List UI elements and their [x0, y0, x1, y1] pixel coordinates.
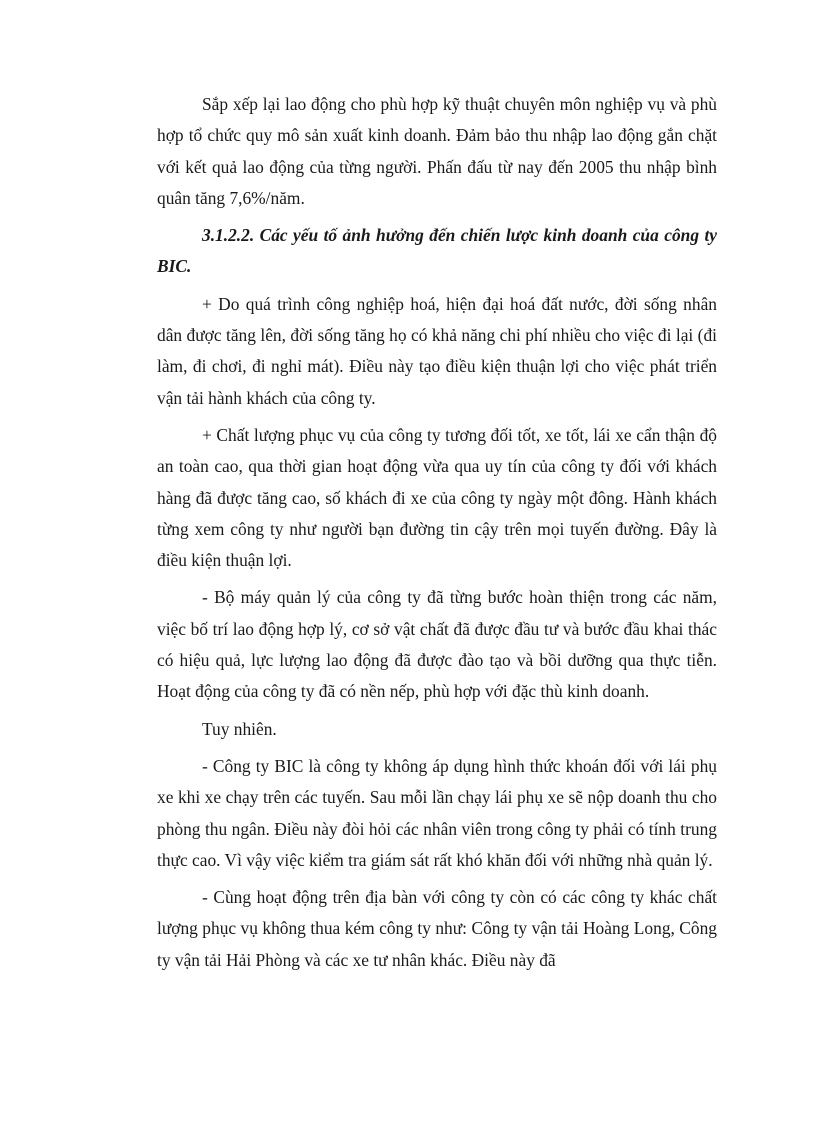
paragraph-industrialization: + Do quá trình công nghiệp hoá, hiện đại hoá đất nước, đời sống nhân dân được tăng lên, đời sống tăng họ có khả năng chi phí nhiều cho việc đi lại (đi làm, đi chơi, đi nghỉ mát). Điều này tạo điều kiện thuận lợi cho việc phát triển vận tải hành khách của công ty.	[157, 293, 717, 408]
document-page	[157, 89, 717, 982]
paragraph-however: Tuy nhiên.	[202, 718, 277, 739]
paragraph-bic-contracting: - Công ty BIC là công ty không áp dụng hình thức khoán đối với lái phụ xe khi xe chạy trên các tuyến. Sau mỗi lần chạy lái phụ xe sẽ nộp doanh thu cho phòng thu ngân. Điều này đòi hỏi các nhân viên trong công ty phải có tính trung thực cao. Vì vậy việc kiểm tra giám sát rất khó khăn đối với những nhà quản lý.	[157, 755, 717, 870]
paragraph-management: - Bộ máy quản lý của công ty đã từng bước hoàn thiện trong các năm, việc bố trí lao động hợp lý, cơ sở vật chất đã được đầu tư và bước đầu khai thác có hiệu quả, lực lượng lao động đã được đào tạo và bồi dưỡng qua thực tiễn. Hoạt động của công ty đã có nền nếp, phù hợp với đặc thù kinh doanh.	[157, 587, 717, 702]
paragraph-competitors: - Cùng hoạt động trên địa bàn với công ty còn có các công ty khác chất lượng phục vụ không thua kém công ty như: Công ty vận tải Hoàng Long, Công ty vận tải Hải Phòng và các xe tư nhân khác. Điều này đã	[157, 887, 717, 970]
paragraph-labor-arrangement: Sắp xếp lại lao động cho phù hợp kỹ thuật chuyên môn nghiệp vụ và phù hợp tổ chức quy mô sản xuất kinh doanh. Đảm bảo thu nhập lao động gắn chặt với kết quả lao động của từng người. Phấn đấu từ nay đến 2005 thu nhập bình quân tăng 7,6%/năm.	[157, 94, 717, 208]
section-heading-3-1-2-2: 3.1.2.2. Các yếu tố ảnh hưởng đến chiến lược kinh doanh của công ty BIC.	[157, 225, 717, 277]
paragraph-service-quality: + Chất lượng phục vụ của công ty tương đối tốt, xe tốt, lái xe cẩn thận độ an toàn cao, qua thời gian hoạt động vừa qua uy tín của công ty đối với khách hàng đã được tăng cao, số khách đi xe của công ty ngày một đông. Hành khách từng xem công ty như người bạn đường tin cậy trên mọi tuyến đường. Đây là điều kiện thuận lợi.	[157, 424, 717, 571]
